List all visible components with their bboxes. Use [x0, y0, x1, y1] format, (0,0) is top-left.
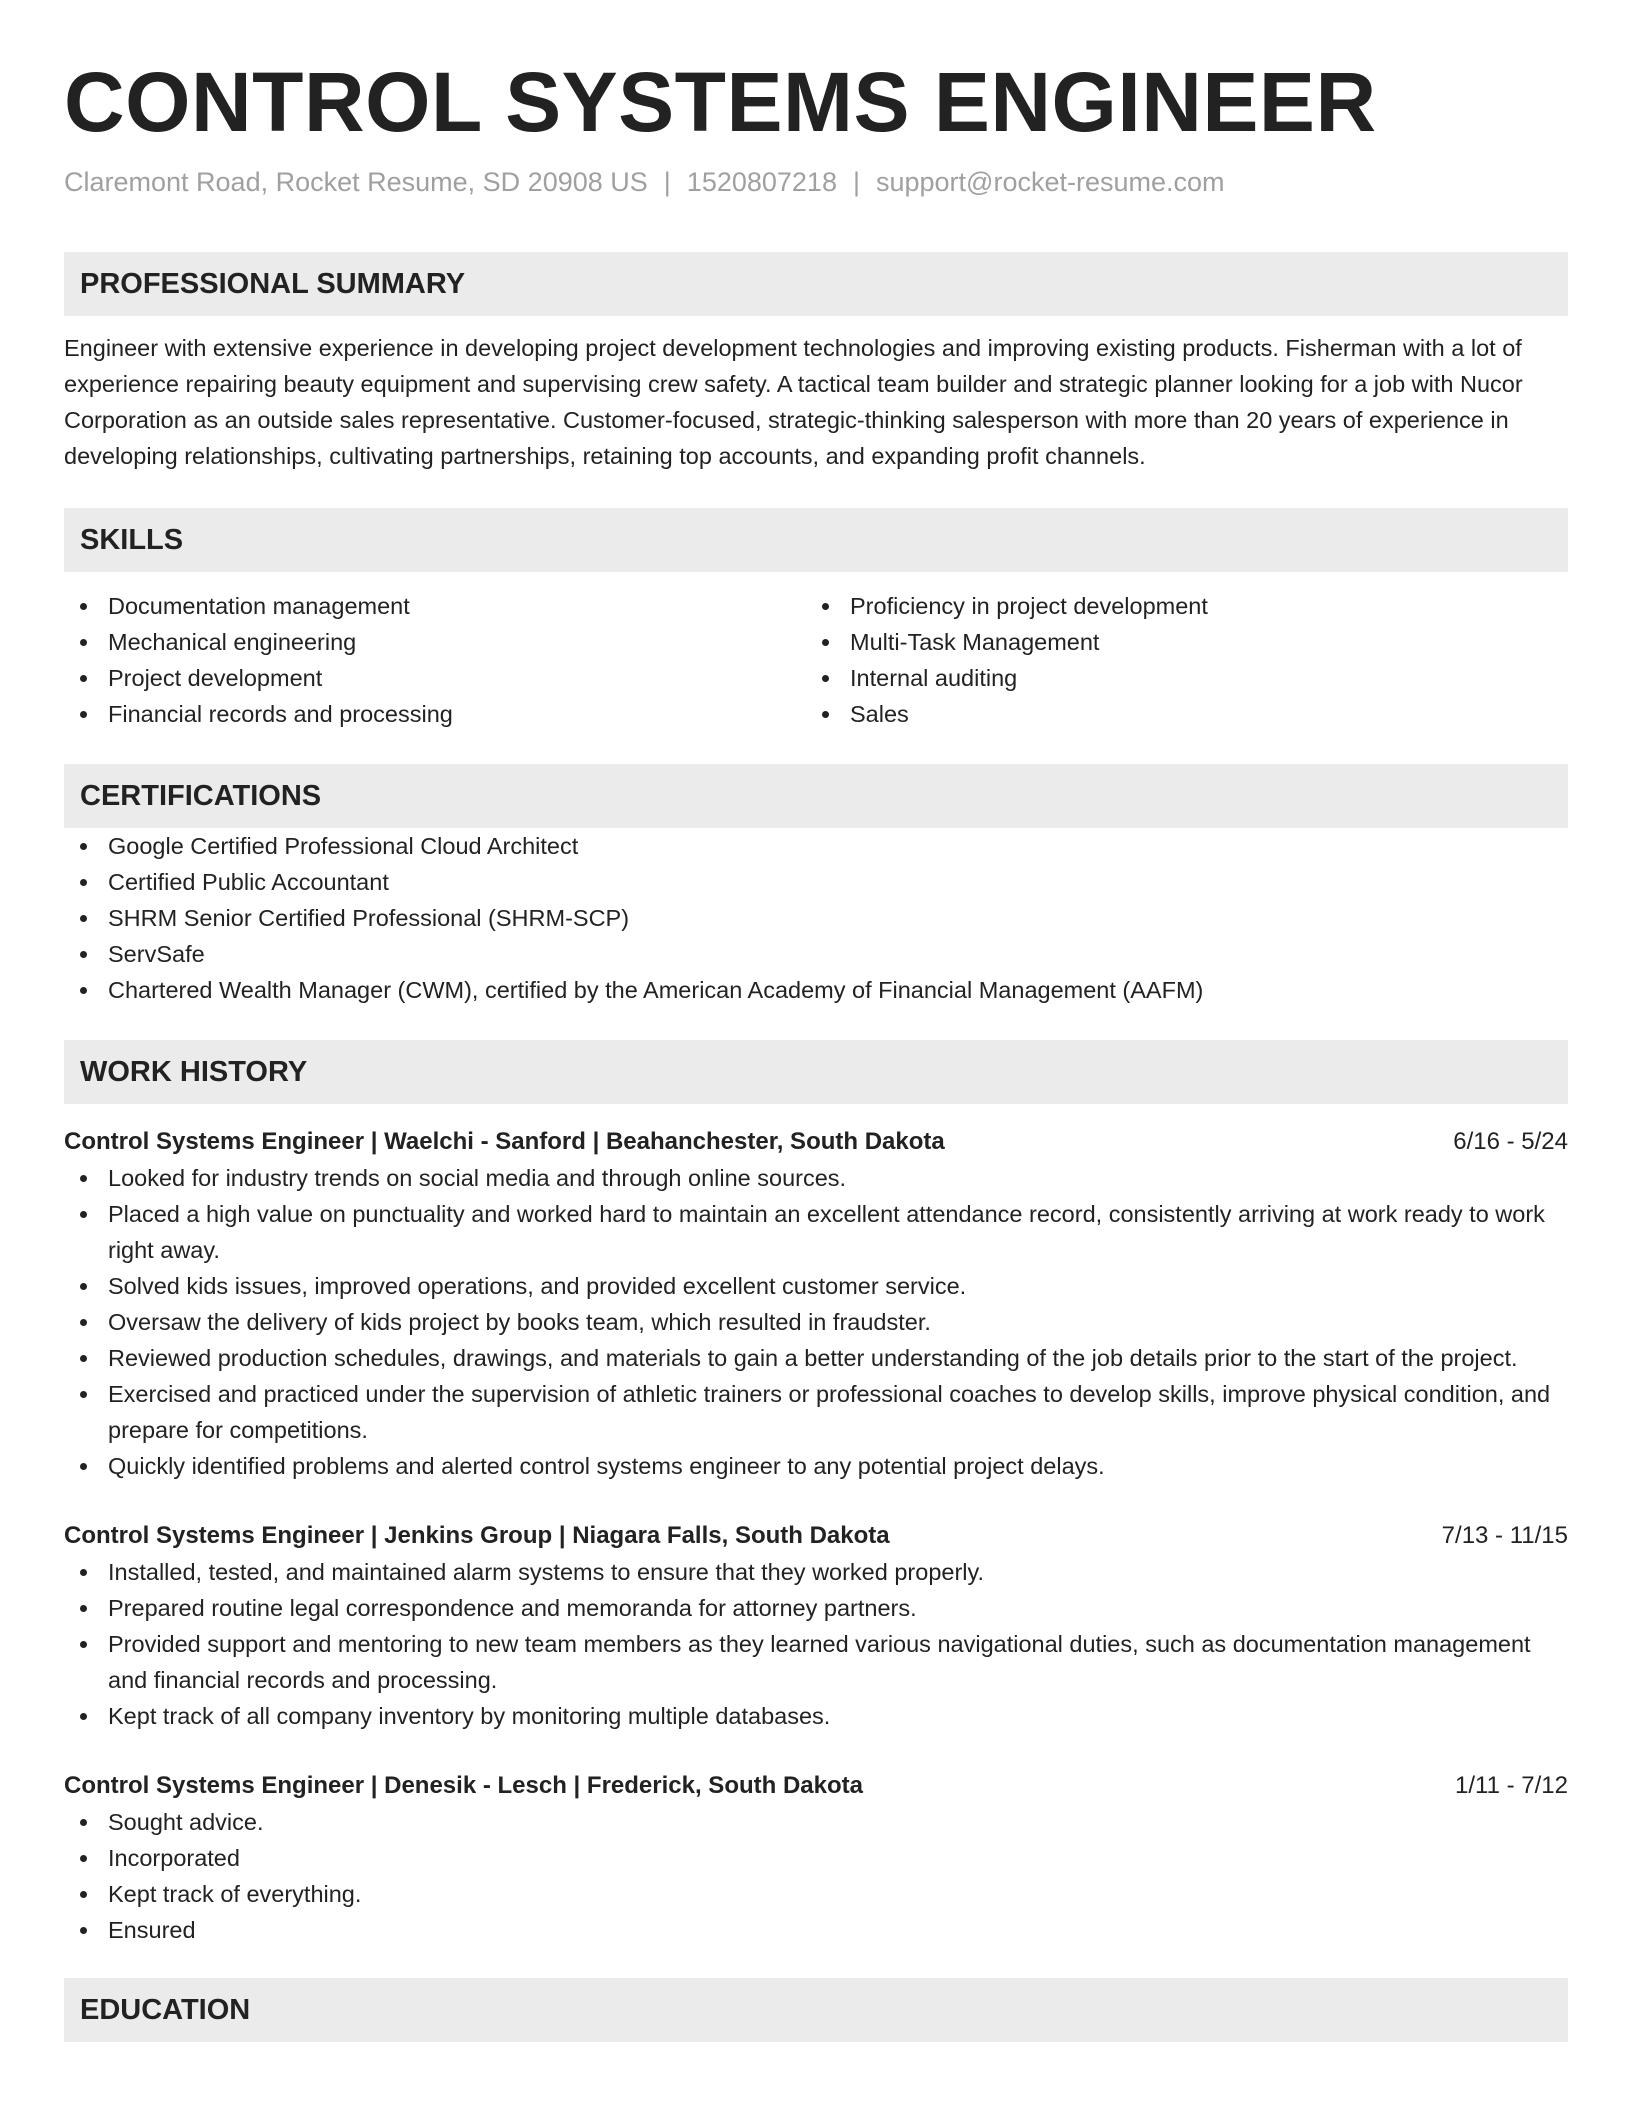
job-dates: 7/13 - 11/15: [1441, 1522, 1568, 1549]
job-bullet: Incorporated: [64, 1840, 1568, 1876]
job-bullet: Oversaw the delivery of kids project by books team, which resulted in fraudster.: [64, 1304, 1568, 1340]
contact-email: support@rocket-resume.com: [875, 167, 1225, 197]
job-bullet: Reviewed production schedules, drawings, and materials to gain a better understanding of the job details prior to the start of the project.: [64, 1340, 1568, 1376]
contact-separator: |: [663, 167, 671, 197]
job-bullet: Sought advice.: [64, 1804, 1568, 1840]
job-title: Control Systems Engineer | Jenkins Group | Niagara Falls, South Dakota: [64, 1522, 890, 1549]
summary-text: Engineer with extensive experience in developing project development technologies and improving existing products. Fisherman with a lot of experience repairing beauty equipment and supervising crew safety. A tactical team builder and strategic planner looking for a job with Nucor Corporation as an outside sales representative. Customer-focused, strategic-thinking salesperson with more than 20 years of experience in developing relationships, cultivating partnerships, retaining top accounts, and expanding profit channels.: [64, 335, 1523, 469]
skill-item: Documentation management: [64, 588, 806, 624]
job-header: [64, 1518, 1568, 1554]
job-bullet: Kept track of everything.: [64, 1876, 1568, 1912]
job-bullet: Prepared routine legal correspondence and memoranda for attorney partners.: [64, 1590, 1568, 1626]
certification-item: Certified Public Accountant: [64, 864, 1568, 900]
skills-column-right: [806, 588, 1548, 732]
job-bullet: Kept track of all company inventory by monitoring multiple databases.: [64, 1698, 1568, 1734]
certification-item: ServSafe: [64, 936, 1568, 972]
job-header: [64, 1124, 1568, 1160]
job-dates: 6/16 - 5/24: [1453, 1128, 1568, 1155]
contact-address: Claremont Road, Rocket Resume, SD 20908 US: [64, 167, 648, 197]
job-bullet: Exercised and practiced under the supervision of athletic trainers or professional coaches to develop skills, improve physical condition, and prepare for competitions.: [64, 1376, 1568, 1448]
skill-item: Internal auditing: [806, 660, 1548, 696]
skills-column-left: [64, 588, 806, 732]
contact-separator: |: [852, 167, 860, 197]
job-bullet: Looked for industry trends on social media and through online sources.: [64, 1160, 1568, 1196]
contact-line: [64, 164, 1568, 200]
job-title: Control Systems Engineer | Denesik - Lesch | Frederick, South Dakota: [64, 1772, 863, 1799]
job-bullet: Solved kids issues, improved operations, and provided excellent customer service.: [64, 1268, 1568, 1304]
section-header-certifications: CERTIFICATIONS: [64, 764, 1568, 828]
job-header: [64, 1768, 1568, 1804]
skill-item: Proficiency in project development: [806, 588, 1548, 624]
section-header-skills: SKILLS: [64, 508, 1568, 572]
job-bullets: [64, 1160, 1568, 1484]
skills-list-left: [64, 588, 806, 732]
job-bullets: [64, 1804, 1568, 1948]
skill-item: Project development: [64, 660, 806, 696]
job-bullet: Installed, tested, and maintained alarm systems to ensure that they worked properly.: [64, 1554, 1568, 1590]
job-dates: 1/11 - 7/12: [1455, 1772, 1568, 1799]
certification-item: SHRM Senior Certified Professional (SHRM-SCP): [64, 900, 1568, 936]
resume-name: CONTROL SYSTEMS ENGINEER: [64, 55, 1377, 149]
job-bullets: [64, 1554, 1568, 1734]
contact-phone: 1520807218: [686, 167, 837, 197]
section-header-work-history: WORK HISTORY: [64, 1040, 1568, 1104]
skill-item: Sales: [806, 696, 1548, 732]
skills-list-right: [806, 588, 1548, 732]
skill-item: Financial records and processing: [64, 696, 806, 732]
job-bullet: Provided support and mentoring to new team members as they learned various navigational duties, such as documentation management and financial records and processing.: [64, 1626, 1568, 1698]
job-bullet: Quickly identified problems and alerted control systems engineer to any potential project delays.: [64, 1448, 1568, 1484]
certifications-list: [64, 828, 1568, 1008]
skill-item: Multi-Task Management: [806, 624, 1548, 660]
section-header-education: EDUCATION: [64, 1978, 1568, 2042]
skills-grid: [64, 588, 1568, 732]
skill-item: Mechanical engineering: [64, 624, 806, 660]
job-bullet: Ensured: [64, 1912, 1568, 1948]
section-header-professional-summary: PROFESSIONAL SUMMARY: [64, 252, 1568, 316]
certification-item: Chartered Wealth Manager (CWM), certified by the American Academy of Financial Management (AAFM): [64, 972, 1568, 1008]
job-bullet: Placed a high value on punctuality and worked hard to maintain an excellent attendance record, consistently arriving at work ready to work right away.: [64, 1196, 1568, 1268]
job-title: Control Systems Engineer | Waelchi - Sanford | Beahanchester, South Dakota: [64, 1128, 945, 1155]
certification-item: Google Certified Professional Cloud Architect: [64, 828, 1568, 864]
